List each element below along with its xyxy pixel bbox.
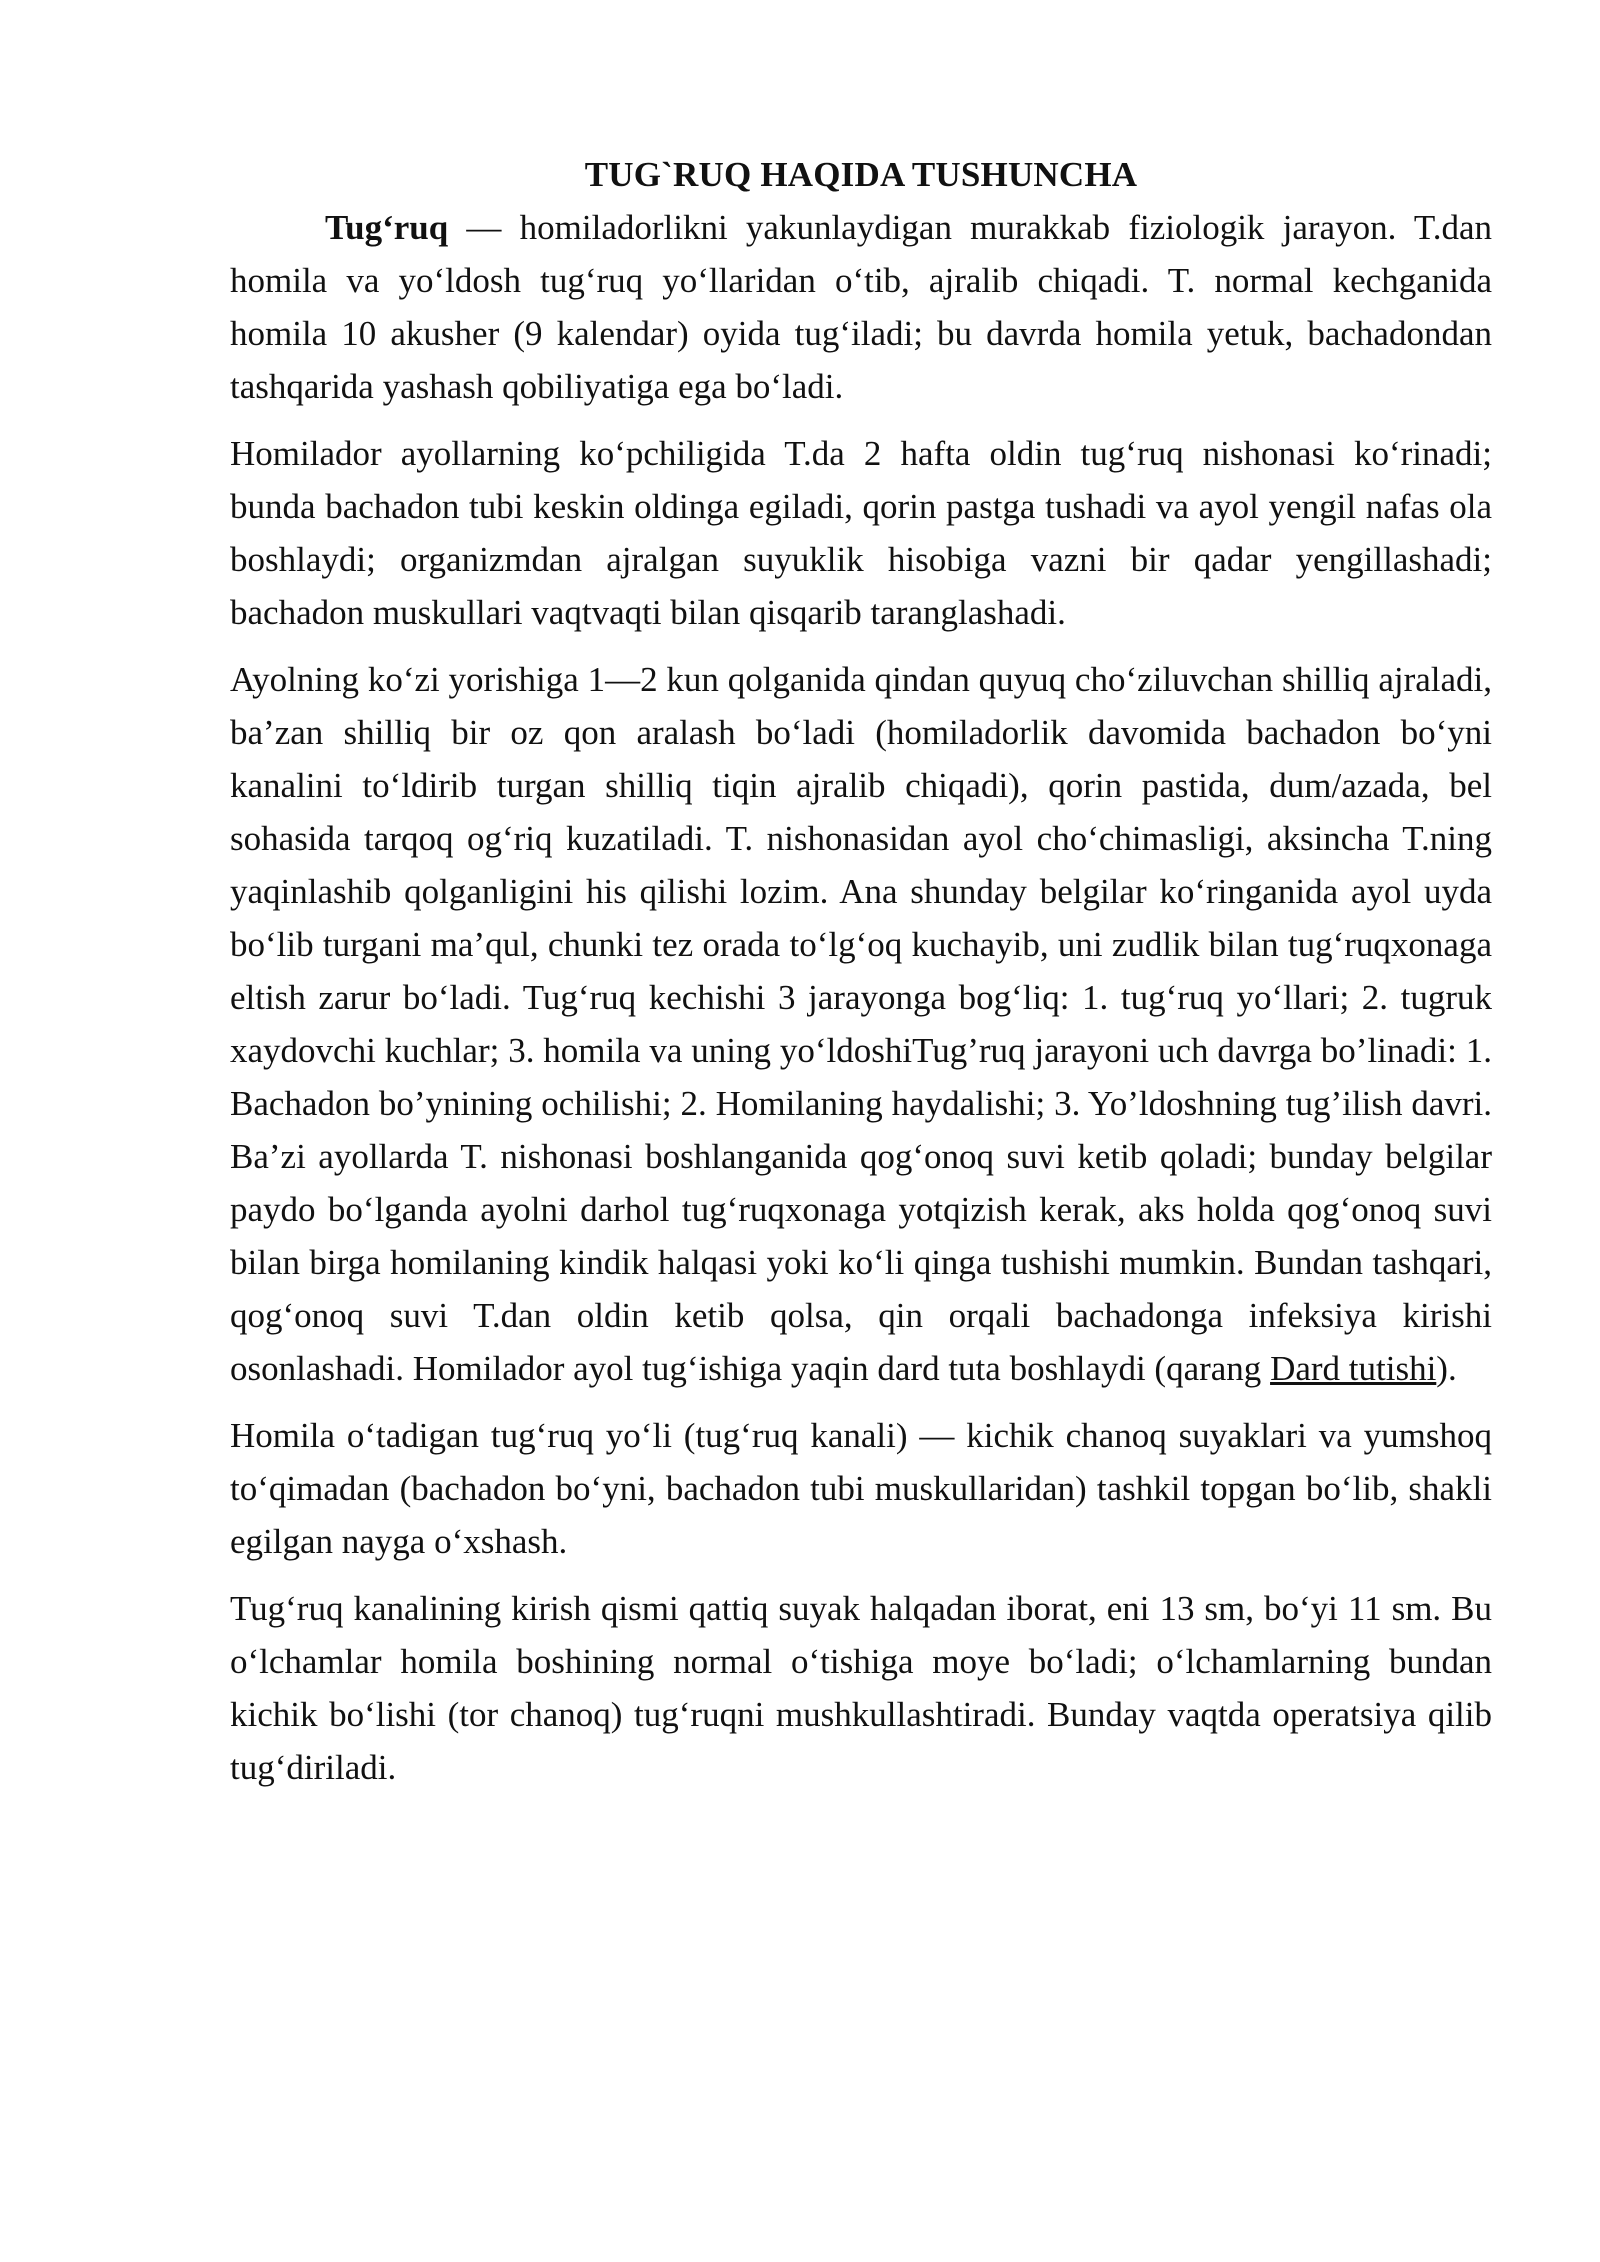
paragraph-4: Homila o‘tadigan tug‘ruq yo‘li (tug‘ruq kanali) — kichik chanoq suyaklari va yumshoq to‘qimadan (bachadon bo‘yni, bachadon tubi muskullaridan) tashkil topgan bo‘lib, shakli egilgan nayga o‘xshash. [230,1416,1492,1561]
document-title: TUG`RUQ HAQIDA TUSHUNCHA [584,155,1138,194]
paragraph-3-text: Ayolning ko‘zi yorishiga 1—2 kun qolganida qindan quyuq cho‘ziluvchan shilliq ajraladi, ba’zan shilliq bir oz qon aralash bo‘ladi (homiladorlik davomida bachadon bo‘yni kanalini to‘ldirib turgan shilliq tiqin ajralib chiqadi), qorin pastida, dum/azada, bel sohasida tarqoq og‘riq kuzatiladi. T. nishonasidan ayol cho‘chimasligi, aksincha T.ning yaqinlashib qolganligini his qilishi lozim. Ana shunday belgilar ko‘ringanida ayol uyda bo‘lib turgani ma’qul, chunki tez orada to‘lg‘oq kuchayib, uni zudlik bilan tug‘ruqxonaga eltish zarur bo‘ladi. Tug‘ruq kechishi 3 jarayonga bog‘liq: 1. tug‘ruq yo‘llari; 2. tugruk xaydovchi kuchlar; 3. homila va uning yo‘ldoshiTug’ruq jarayoni uch davrga bo’linadi: 1. Bachadon bo’ynining ochilishi; 2. Homilaning haydalishi; 3. Yo’ldoshning tug’ilish davri. Ba’zi ayollarda T. nishonasi boshlanganida qog‘onoq suvi ketib qoladi; bunday belgilar paydo bo‘lganda ayolni darhol tug‘ruqxonaga yotqizish kerak, aks holda qog‘onoq suvi bilan birga homilaning kindik halqasi yoki ko‘li qinga tushishi mumkin. Bundan tashqari, qog‘onoq suvi T.dan oldin ketib qolsa, qin orqali bachadonga infeksiya kirishi osonlashadi. Homilador ayol tug‘ishiga yaqin dard tuta boshlaydi (qarang [230,660,1492,1388]
term-tugruq: Tug‘ruq [325,208,449,247]
paragraph-3-end: ). [1436,1349,1457,1388]
link-dard-tutishi[interactable]: Dard tutishi [1270,1349,1437,1388]
document-page [230,148,1492,1808]
paragraph-5: Tug‘ruq kanalining kirish qismi qattiq suyak halqadan iborat, eni 13 sm, bo‘yi 11 sm. Bu o‘lchamlar homila boshining normal o‘tishiga moye bo‘ladi; o‘lchamlarning bundan kichik bo‘lishi (tor chanoq) tug‘ruqni mushkullashtiradi. Bunday vaqtda operatsiya qilib tug‘diriladi. [230,1589,1492,1787]
paragraph-3 [230,653,1492,1395]
paragraph-1-text: — homiladorlikni yakunlaydigan murakkab fiziologik jarayon. T.dan homila va yo‘ldosh tug‘ruq yo‘llaridan o‘tib, ajralib chiqadi. T. normal kechganida homila 10 akusher (9 kalendar) oyida tug‘iladi; bu davrda homila yetuk, bachadondan tashqarida yashash qobiliyatiga ega bo‘ladi. [230,208,1492,406]
paragraph-1 [230,201,1492,413]
paragraph-2: Homilador ayollarning ko‘pchiligida T.da 2 hafta oldin tug‘ruq nishonasi ko‘rinadi; bunda bachadon tubi keskin oldinga egiladi, qorin pastga tushadi va ayol yengil nafas ola boshlaydi; organizmdan ajralgan suyuklik hisobiga vazni bir qadar yengillashadi; bachadon muskullari vaqtvaqti bilan qisqarib taranglashadi. [230,434,1492,632]
